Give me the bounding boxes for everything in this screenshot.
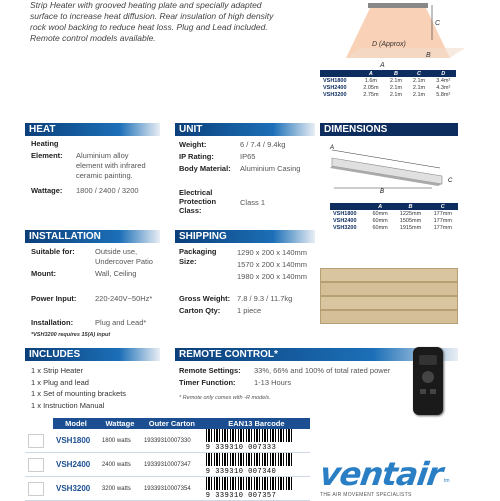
installation-header: INSTALLATION: [25, 230, 160, 243]
remote-control-header: REMOTE CONTROL*: [175, 348, 458, 361]
gross-weight-value: 7.8 / 9.3 / 11.7kg: [237, 294, 293, 303]
timer-label: Timer Function:: [179, 378, 236, 387]
ip-label: IP Rating:: [179, 152, 214, 161]
installation-note: *VSH3200 requires 15(A) input: [31, 332, 111, 338]
heating-label: Heating: [31, 139, 59, 148]
class-value: Class 1: [240, 198, 266, 207]
shipping-cartons-image: [320, 268, 458, 330]
power-value: 220-240V~50Hz*: [95, 294, 153, 303]
heat-spread-diagram: [330, 0, 480, 70]
table-row: VSH1800 1.6m 2.1m 2.1m 3.4m²: [323, 77, 451, 84]
intro-line: surface to increase heat diffusion. Rear insulation of high density: [30, 11, 274, 21]
table-row: VSH3200 2.75m 2.1m 2.1m 5.8m²: [323, 91, 451, 98]
barcode: 9 339310 007357: [203, 477, 310, 501]
weight-value: 6 / 7.4 / 9.4kg: [240, 140, 286, 149]
table-row: VSH3200 3200 watts 19339310007354 9 339310 007357: [25, 477, 310, 501]
includes-list: [31, 365, 126, 411]
intro-text: [30, 0, 330, 44]
dim-label-b: B: [380, 189, 385, 195]
diagram-label-b: B: [426, 52, 431, 59]
remote-note: * Remote only comes with -R models.: [179, 395, 271, 401]
element-value: Aluminium alloy element with infrared ceramic painting.: [76, 151, 146, 180]
carton-qty-value: 1 piece: [237, 306, 262, 315]
diagram-label-d: D (Approx): [372, 41, 406, 48]
dim-label-c: C: [448, 178, 453, 184]
remote-control-image: [413, 347, 443, 415]
product-table: Model Wattage Outer Carton EAN13 Barcode VSH1800 1800 watts 19339310007330 9 339310 007333 VSH2400 2400 watts 19339310007347 9 339310 007340 VSH3200 3200 watts 19339310007354 9 339310 007357: [25, 418, 310, 501]
list-item: 1 x Instruction Manual: [31, 400, 105, 410]
dimensions-header: DIMENSIONS: [320, 123, 458, 136]
table-row: VSH2400 2400 watts 19339310007347 9 339310 007340: [25, 453, 310, 477]
ventair-logo: ventair tm THE AIR MOVEMENT SPECIALISTS: [317, 455, 450, 498]
carton-qty-label: Carton Qty:: [179, 306, 221, 315]
body-value: Aluminium Casing: [240, 164, 301, 173]
packaging-label: Packaging Size:: [179, 247, 217, 266]
diagram-label-a: A: [380, 62, 385, 69]
list-item: 1 x Plug and lead: [31, 377, 89, 387]
shipping-header: SHIPPING: [175, 230, 315, 243]
weight-label: Weight:: [179, 140, 207, 149]
table-row: VSH1800 60mm 1225mm 177mm: [333, 210, 452, 217]
remote-settings-label: Remote Settings:: [179, 366, 241, 375]
wattage-label: Wattage:: [31, 186, 63, 195]
gross-weight-label: Gross Weight:: [179, 294, 231, 303]
dim-label-a: A: [330, 145, 335, 151]
coverage-table: A B C D VSH1800 1.6m 2.1m 2.1m 3.4m² VSH2400 2.05m 2.1m 2.1m 4.3m² VSH3200 2.75m 2.1m 2.1m 5.8m²: [320, 70, 456, 98]
wattage-value: 1800 / 2400 / 3200: [76, 186, 139, 195]
list-item: 1 x Set of mounting brackets: [31, 389, 127, 398]
body-label: Body Material:: [179, 164, 231, 173]
table-row: VSH2400 60mm 1505mm 177mm: [333, 217, 452, 224]
table-row: VSH3200 60mm 1915mm 177mm: [333, 224, 452, 231]
intro-line: Remote control models available.: [30, 33, 156, 43]
mount-label: Mount:: [31, 269, 56, 278]
includes-header: INCLUDES: [25, 348, 160, 361]
installation-value: Plug and Lead*: [95, 318, 147, 327]
table-row: VSH2400 2.05m 2.1m 2.1m 4.3m²: [323, 84, 451, 91]
remote-settings-value: 33%, 66% and 100% of total rated power: [254, 366, 391, 375]
intro-line: rock wool backing to reduce heat loss. Plug and Lead included.: [30, 22, 268, 32]
unit-header: UNIT: [175, 123, 315, 136]
suitable-label: Suitable for:: [31, 247, 75, 256]
barcode: 9 339310 007333: [203, 429, 310, 453]
heater-unit-icon: [368, 3, 428, 8]
packaging-values: 1290 x 200 x 140mm 1570 x 200 x 140mm 1980 x 200 x 140mm: [237, 248, 308, 281]
timer-value: 1-13 Hours: [254, 378, 292, 387]
dimensions-table: A B C VSH1800 60mm 1225mm 177mm VSH2400 60mm 1505mm 177mm VSH3200 60mm 1915mm 177mm: [330, 203, 458, 231]
heat-header: HEAT: [25, 123, 160, 136]
suitable-value: Outside use, Undercover Patio: [95, 247, 153, 266]
ip-value: IP65: [240, 152, 256, 161]
table-row: VSH1800 1800 watts 19339310007330 9 339310 007333: [25, 429, 310, 453]
diagram-label-c: C: [435, 20, 441, 27]
intro-line: Strip Heater with grooved heating plate and specially adapted: [30, 0, 262, 10]
element-label: Element:: [31, 151, 63, 160]
dimension-drawing: [322, 140, 457, 195]
list-item: 1 x Strip Heater: [31, 366, 84, 375]
mount-value: Wall, Ceiling: [95, 269, 137, 278]
installation-label: Installation:: [31, 318, 74, 327]
class-label: Electrical Protection Class:: [179, 188, 217, 215]
power-label: Power Input:: [31, 294, 77, 303]
barcode: 9 339310 007340: [203, 453, 310, 477]
